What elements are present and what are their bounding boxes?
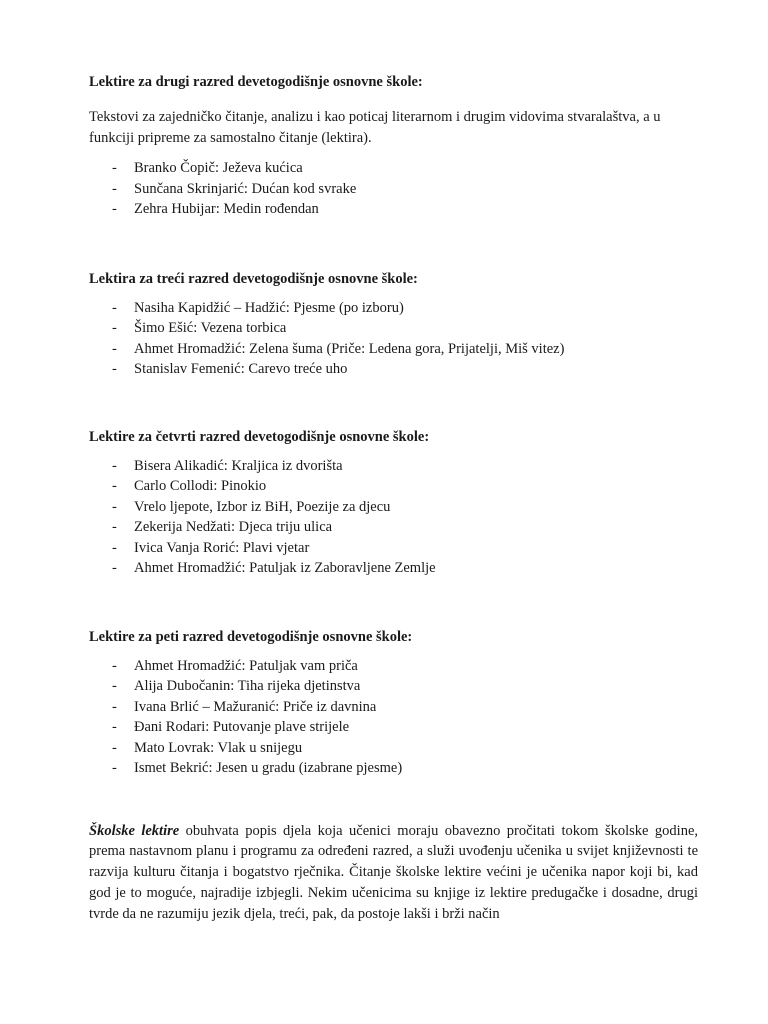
list-item-text: Bisera Alikadić: Kraljica iz dvorišta [134,457,343,474]
list-item [89,697,698,718]
list-item [89,318,698,339]
list-dash: - [112,498,117,515]
list-item-text: Sunčana Skrinjarić: Dućan kod svrake [134,180,357,197]
list-item [89,738,698,759]
list-item-text: Zekerija Nedžati: Djeca triju ulica [134,519,333,535]
list-dash: - [112,739,117,756]
section-heading: Lektire za četvrti razred devetogodišnje osnovne škole: [89,428,430,445]
section-grade-2 [89,73,698,220]
list-item-text: Šimo Ešić: Vezena torbica [134,320,287,336]
list-item [89,656,698,677]
list-dash: - [112,361,117,377]
list-item-text: Branko Čopič: Ježeva kućica [134,160,303,176]
section-heading: Lektire za drugi razred devetogodišnje osnovne škole: [89,74,423,90]
list-item [89,676,698,697]
list-dash: - [112,299,117,316]
list-item-text: Mato Lovrak: Vlak u snijegu [134,739,303,756]
list-item [89,179,698,200]
section-grade-3 [89,270,698,380]
list-item-text: Nasiha Kapidžić – Hadžić: Pjesme (po izboru) [134,299,404,316]
list-dash: - [112,478,117,494]
list-dash: - [112,539,117,556]
list-item [89,158,698,179]
list-dash: - [112,719,117,735]
list-dash: - [112,760,117,776]
list-item-text: Alija Dubočanin: Tiha rijeka djetinstva [134,678,361,694]
list-item [89,476,698,497]
list-item [89,538,698,559]
list-item [89,497,698,518]
list-item [89,359,698,380]
list-item [89,758,698,779]
section-heading: Lektira za treći razred devetogodišnje osnovne škole: [89,270,418,287]
reading-list [89,656,698,779]
paragraph-lead: Školske lektire [89,822,180,839]
reading-list [89,298,698,380]
list-item [89,339,698,360]
list-dash: - [112,160,117,176]
list-dash: - [112,560,117,576]
list-item-text: Carlo Collodi: Pinokio [134,478,267,494]
list-dash: - [112,457,117,474]
section-heading: Lektire za peti razred devetogodišnje osnovne škole: [89,628,413,645]
list-dash: - [112,519,117,535]
list-item-text: Ismet Bekrić: Jesen u gradu (izabrane pjesme) [134,760,403,776]
list-item-text: Vrelo ljepote, Izbor iz BiH, Poezije za djecu [134,498,391,515]
list-item-text: Zehra Hubijar: Medin rođendan [134,201,319,217]
list-dash: - [112,201,117,217]
paragraph-text: obuhvata popis djela koja učenici moraju obavezno pročitati tokom školske godine, prema nastavnom planu i programu za određeni razred, a služi uvođenju učenika u svijet književnosti te razvija kulturu čitanja i bogatstvo rječnika. Čitanje školske lektire većini je učenika napor koji bi, kad god je to moguće, najradije izbjegli. Nekim učenicima su knjige iz lektire predugačke i dosadne, drugi tvrde da ne razumiju jezik djela, treći, pak, da postoje lakši i brži način [89,822,698,923]
reading-list [89,158,698,220]
list-item-text: Stanislav Femenić: Carevo treće uho [134,361,348,377]
list-dash: - [112,657,117,674]
list-item [89,717,698,738]
list-item-text: Ahmet Hromadžić: Zelena šuma (Priče: Ledena gora, Prijatelji, Miš vitez) [134,340,565,357]
list-item [89,456,698,477]
list-dash: - [112,678,117,694]
list-dash: - [112,698,117,715]
list-item-text: Ivana Brlić – Mažuranić: Priče iz davnina [134,698,377,715]
list-item [89,517,698,538]
list-item-text: Ahmet Hromadžić: Patuljak vam priča [134,657,358,674]
body-paragraph [89,821,698,926]
reading-list [89,456,698,579]
list-item-text: Ahmet Hromadžić: Patuljak iz Zaboravljene Zemlje [134,560,436,576]
list-item [89,199,698,220]
list-item-text: Ivica Vanja Rorić: Plavi vjetar [134,539,310,556]
section-grade-5 [89,628,698,779]
list-dash: - [112,320,117,336]
list-dash: - [112,340,117,357]
list-item-text: Đani Rodari: Putovanje plave strijele [134,719,350,735]
section-grade-4 [89,428,698,579]
section-intro: Tekstovi za zajedničko čitanje, analizu i kao poticaj literarnom i drugim vidovima stvaralaštva, a u funkciji pripreme za samostalno čitanje (lektira). [89,109,661,146]
list-dash: - [112,180,117,197]
list-item [89,558,698,579]
list-item [89,298,698,319]
